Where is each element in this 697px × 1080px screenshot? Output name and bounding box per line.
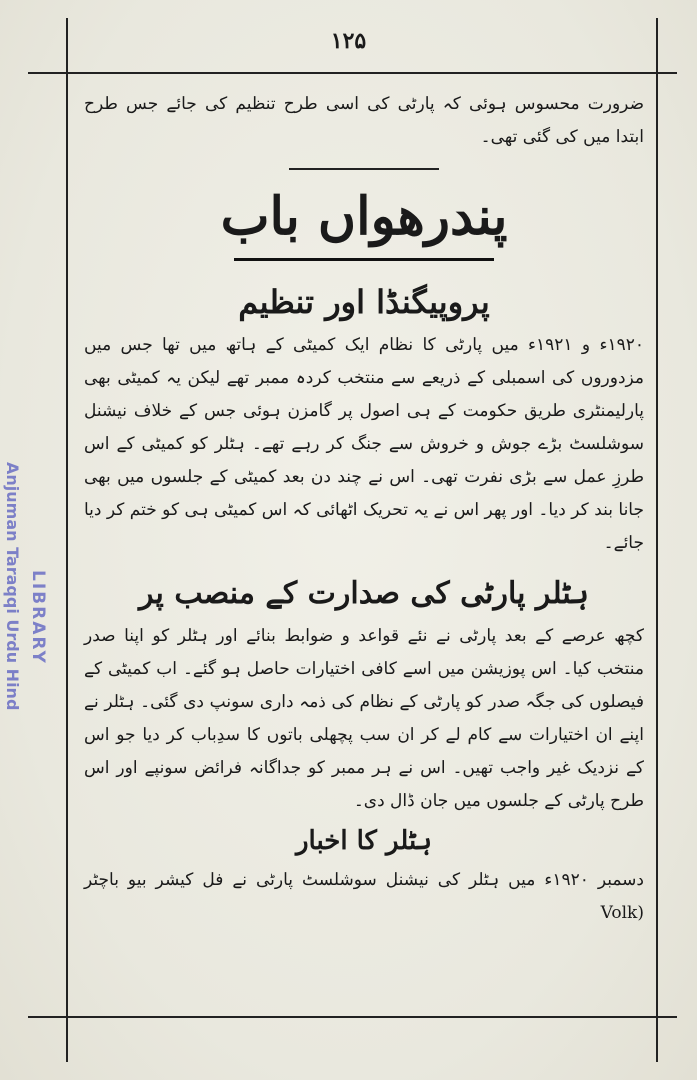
separator-rule bbox=[289, 168, 439, 170]
page-number: ۱۲۵ bbox=[330, 28, 367, 54]
intro-line: ضرورت محسوس ہوئی کہ پارٹی کی اسی طرح تنظیم کی جائے جس طرح ابتدا میں کی گئی تھی۔ bbox=[84, 94, 644, 147]
right-border-rule bbox=[656, 18, 658, 1062]
chapter-title-underline bbox=[234, 258, 494, 261]
section-heading: ہٹلر کا اخبار bbox=[295, 826, 433, 856]
chapter-subtitle: پروپیگنڈا اور تنظیم bbox=[238, 283, 490, 321]
section-paragraph: ۱۹۲۰ء و ۱۹۲۱ء میں پارٹی کا نظام ایک کمیٹی کے ہاتھ میں تھا جس میں مزدوروں کی اسمبلی کے ذریعے سے منتخب کردہ ممبر تھے لیکن یہ کمیٹی بھی پارلیمنٹری طریق حکومت کے ہی اصول پر گامزن ہوئی جس کے خلاف نیشنل سوشلسٹ بڑے جوش و خروش سے جنگ کر رہے تھے۔ ہٹلر کو کمیٹی کے اس طرزِ عمل سے بڑی نفرت تھی۔ اس نے چند دن بعد کمیٹی کے جلسوں میں بھی جانا بند کر دیا۔ اور پھر اس نے یہ تحریک اٹھائی کہ اس کمیٹی ہی کو ختم کر دیا جائے۔ bbox=[84, 335, 644, 553]
chapter-title: پندرھواں باب bbox=[220, 186, 508, 247]
section-heading: ہٹلر پارٹی کی صدارت کے منصب پر bbox=[138, 576, 590, 611]
section-paragraph: دسمبر ۱۹۲۰ء میں ہٹلر کی نیشنل سوشلسٹ پارٹی نے فل کیشر بیو باچٹر (Volk bbox=[84, 870, 644, 923]
page-content bbox=[84, 80, 644, 930]
library-stamp bbox=[0, 462, 82, 842]
header-rule bbox=[28, 72, 677, 74]
footer-rule bbox=[28, 1016, 677, 1018]
section-paragraph: کچھ عرصے کے بعد پارٹی نے نئے قواعد و ضوابط بنائے اور ہٹلر کو اپنا صدر منتخب کیا۔ اس پوزیشن میں اسے کافی اختیارات حاصل ہو گئے۔ اب کمیٹی کے فیصلوں کی جگہ صدر کو پارٹی کے نظام کی ذمہ داری سونپ دی گئی۔ ہٹلر نے اپنے ان اختیارات سے کام لے کر ان سب پچھلی باتوں کا سدِباب کر دیا جو اس کے نزدیک غیر واجب تھیں۔ اس نے ہر ممبر کو جداگانہ فرائض سونپے اور اس طرح پارٹی کے جلسوں میں جان ڈال دی۔ bbox=[84, 626, 644, 811]
stamp-text: LIBRARY bbox=[28, 570, 48, 665]
stamp-text: Anjuman Taraqqi Urdu Hind bbox=[3, 462, 22, 711]
